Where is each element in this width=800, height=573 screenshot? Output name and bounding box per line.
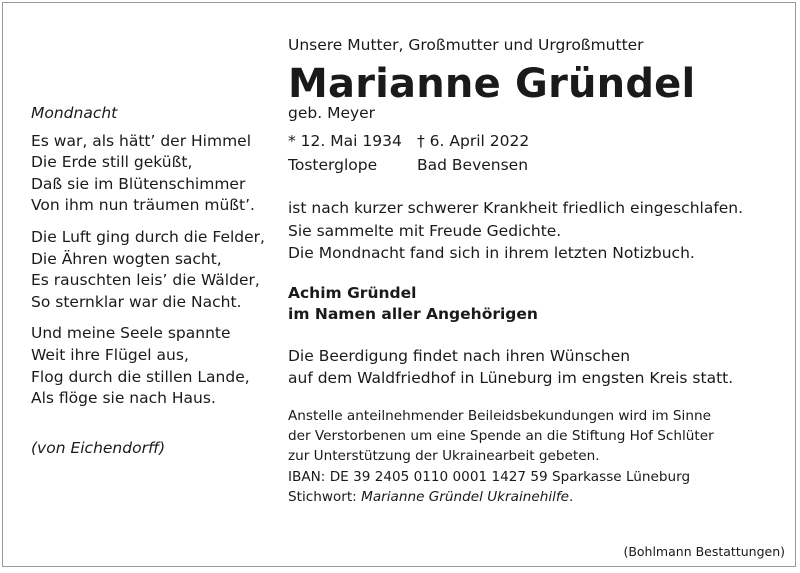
poem-stanza [31,323,281,409]
funeral-line: Die Beerdigung findet nach ihren Wünschen [288,346,631,365]
signer-note: im Namen aller Angehörigen [288,304,538,323]
poem-line: Die Erde still geküßt, [31,153,193,172]
birth-date: * 12. Mai 1934 [288,132,402,150]
donation-line: der Verstorbenen um eine Spende an die Stiftung Hof Schlüter [288,427,714,444]
poem-line: Von ihm nun träumen müßt’. [31,196,255,215]
poem-line: Es rauschten leis’ die Wälder, [31,271,260,290]
poem-line: Daß sie im Blütenschimmer [31,174,246,193]
poem-stanza [31,227,281,313]
notice-column [288,35,788,508]
intro-line: Unsere Mutter, Großmutter und Urgroßmutter [288,36,644,54]
poem-line: So sternklar war die Nacht. [31,292,242,311]
funeral-line: auf dem Waldfriedhof in Lüneburg im engsten Kreis statt. [288,369,734,387]
poem-line: Flog durch die stillen Lande, [31,367,250,386]
deceased-name: Marianne Gründel [288,61,696,107]
poem-line: Es war, als hätt’ der Himmel [31,131,252,150]
funeral-info [288,345,788,390]
donation-line: zur Unterstützung der Ukrainearbeit gebeten. [288,448,600,465]
stichwort-line [288,487,788,507]
poem-title: Mondnacht [31,104,118,122]
poem-line: Als flöge sie nach Haus. [31,389,216,408]
poem-line: Die Ähren wogten sacht, [31,249,222,268]
born-name: geb. Meyer [288,104,376,122]
donation-info [288,406,788,508]
poem-line: Und meine Seele spannte [31,324,231,343]
poem-line: Weit ihre Flügel aus, [31,345,189,364]
notice-text-line: ist nach kurzer schwerer Krankheit friedlich eingeschlafen. [288,199,744,217]
birth-place: Tosterglope [288,156,378,174]
signers [288,283,788,325]
donation-line: Anstelle anteilnehmender Beileidsbekundungen wird im Sinne [288,407,711,424]
poem-stanza [31,131,281,217]
obituary-notice [2,2,796,567]
signer-name: Achim Gründel [288,283,417,302]
iban-line: IBAN: DE 39 2405 0110 0001 1427 59 Sparkasse Lüneburg [288,468,691,485]
funeral-home-credit: (Bohlmann Bestattungen) [623,544,785,559]
death-place: Bad Bevensen [417,156,529,174]
death-date: † 6. April 2022 [417,132,530,150]
poem-author: (von Eichendorff) [31,438,166,457]
stichwort-label: Stichwort: [288,489,357,506]
notice-text-line: Die Mondnacht fand sich in ihrem letzten Notizbuch. [288,244,695,262]
notice-text [288,197,788,265]
poem-column [31,103,281,459]
stichwort-end: . [569,489,574,506]
stichwort-value: Marianne Gründel Ukrainehilfe [361,489,570,506]
notice-text-line: Sie sammelte mit Freude Gedichte. [288,221,562,240]
life-dates [288,129,788,177]
poem-line: Die Luft ging durch die Felder, [31,227,265,246]
